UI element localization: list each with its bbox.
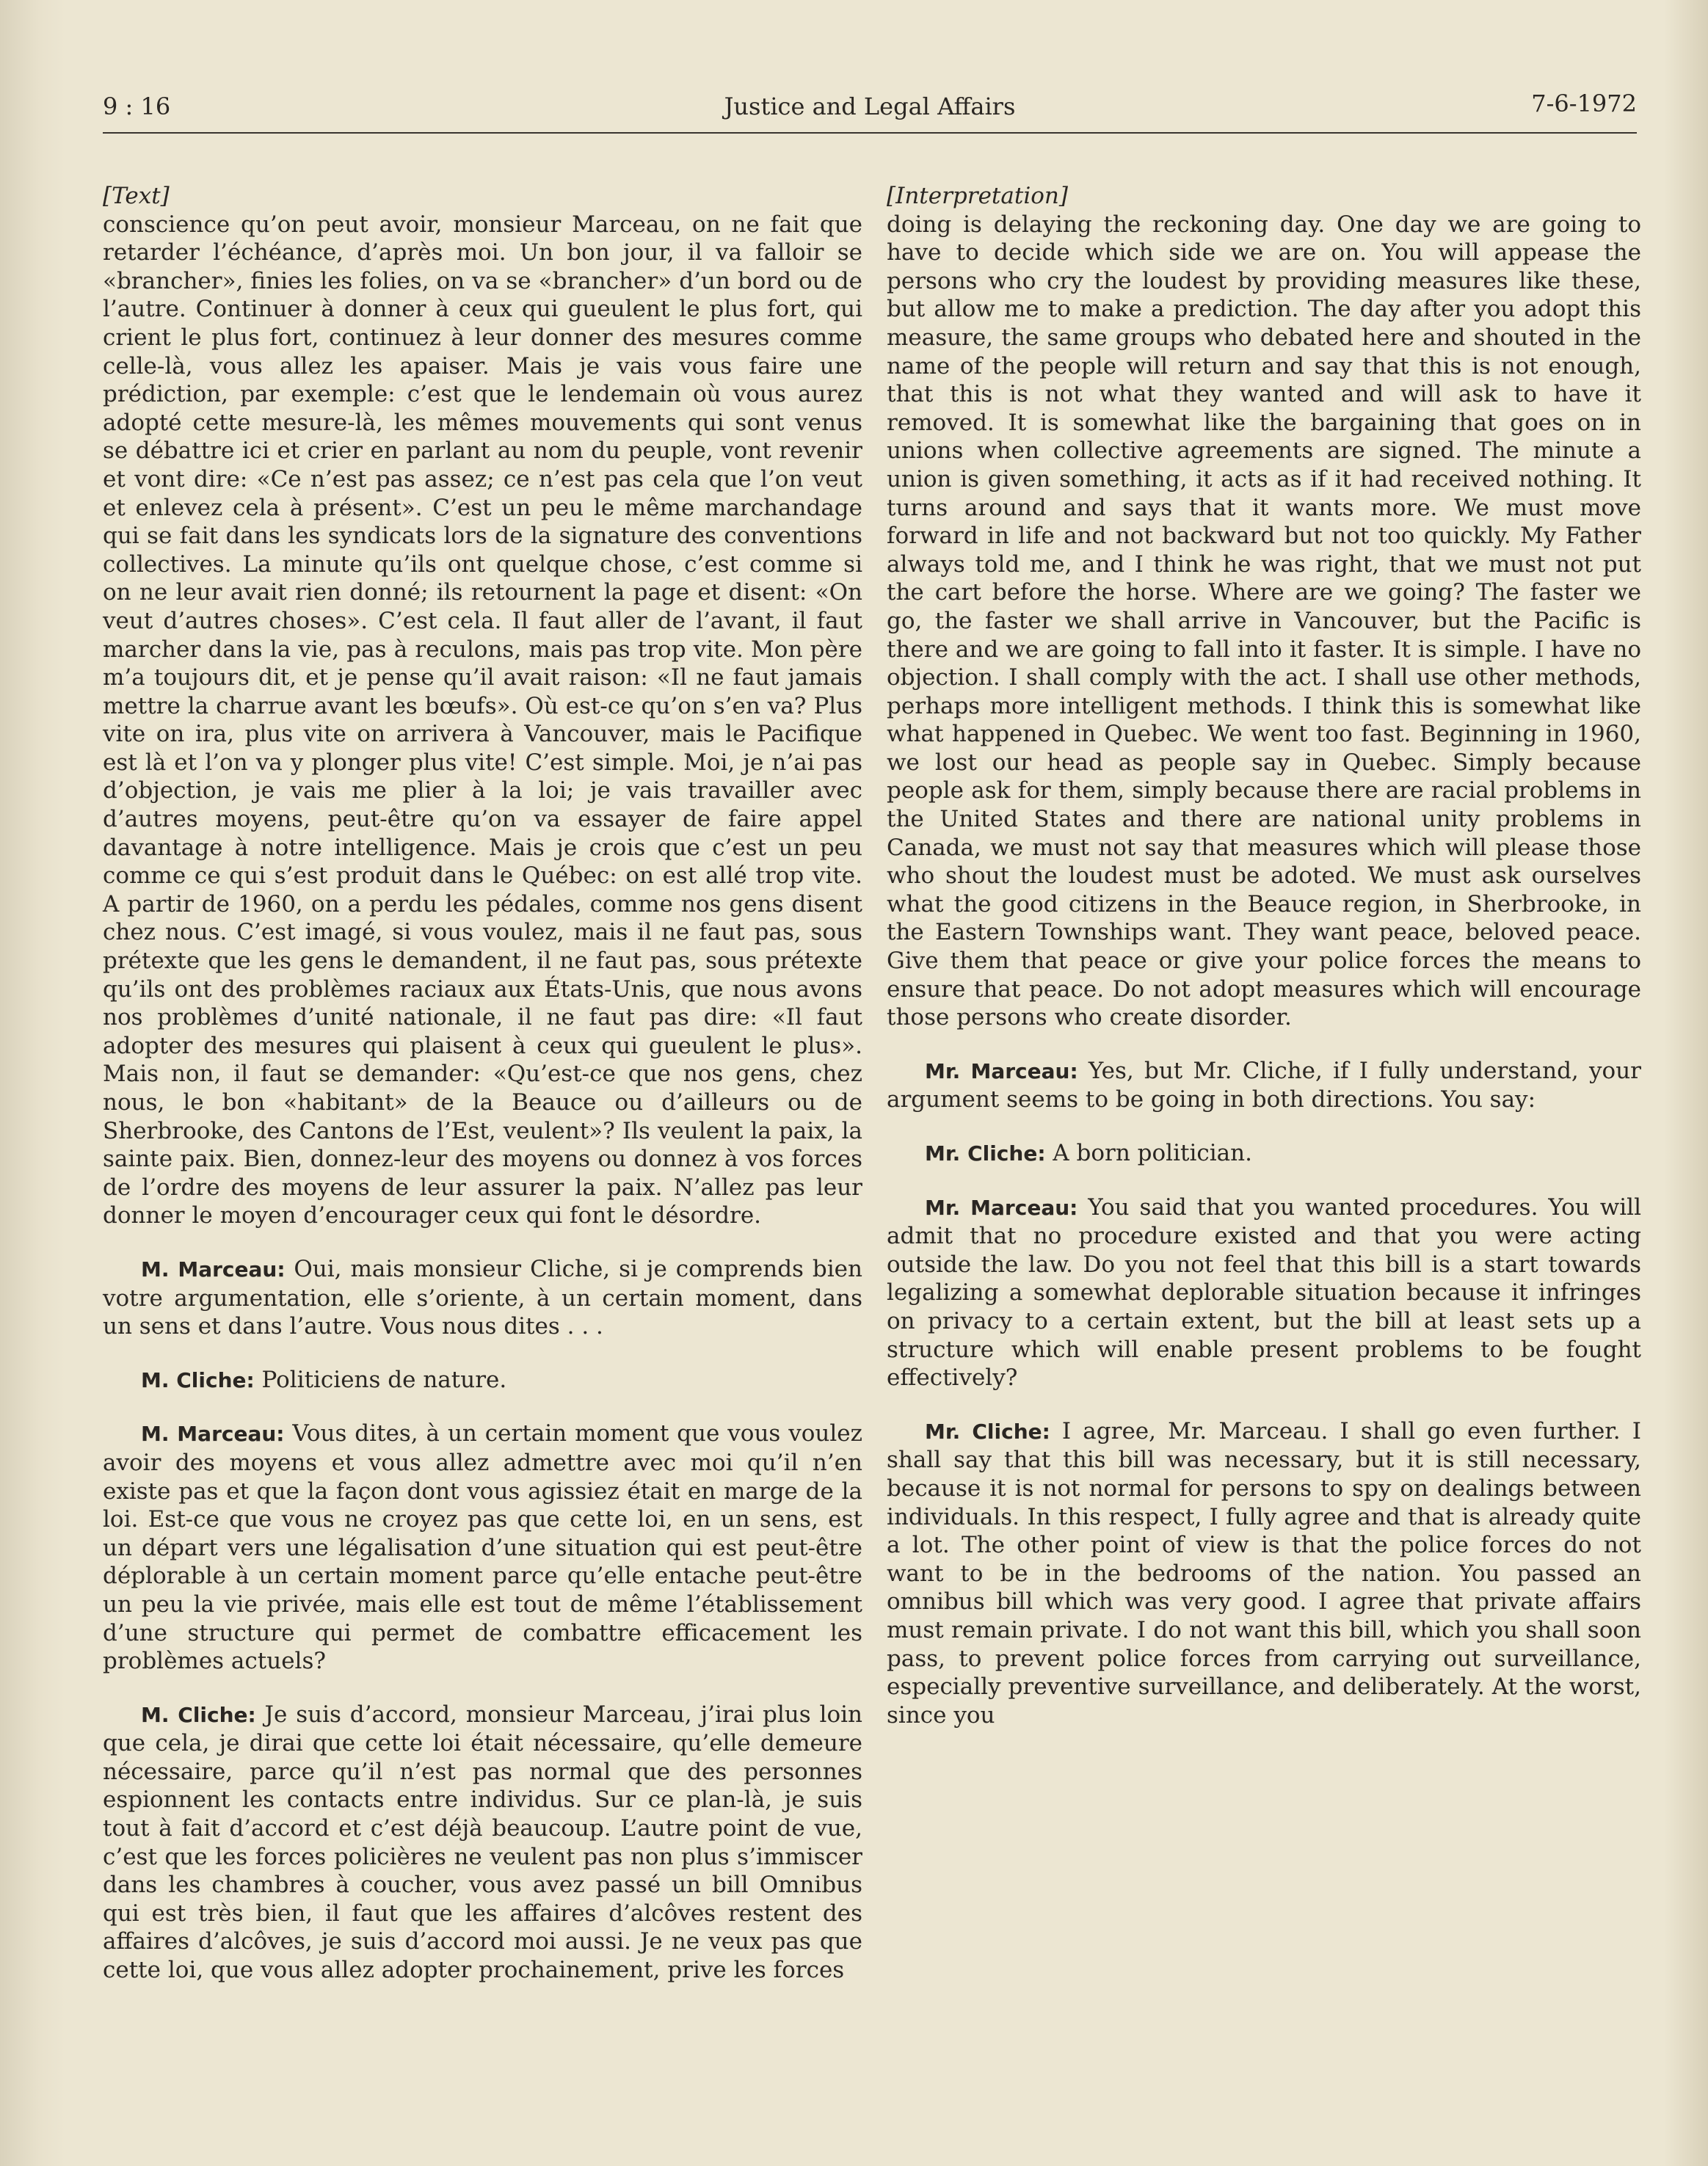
french-speech-marceau-1 xyxy=(103,1255,862,1341)
speech-text: Yes, but Mr. Cliche, if I fully understand, your argument seems to be going in both directions. You say: xyxy=(887,1057,1642,1113)
speech-text: I agree, Mr. Marceau. I shall go even further. I shall say that this bill was necessary, but it is still necessary, because it is not normal for persons to spy on dealings between individuals. In this respect, I fully agree and that is already quite a lot. The other point of view is that the police forces do not want to be in the bedrooms of the nation. You passed an omnibus bill which was very good. I agree that private affairs must remain private. I do not want this bill, which you shall soon pass, to prevent police forces from carrying out surveillance, especially preventive surveillance, and deliberately. At the worst, since you xyxy=(887,1417,1641,1729)
speaker-name: Mr. Cliche: xyxy=(925,1419,1062,1444)
interpretation-label: [Interpretation] xyxy=(887,183,1068,209)
english-speech-cliche-1 xyxy=(887,1139,1641,1169)
text-label: [Text] xyxy=(103,183,170,209)
english-speech-marceau-2 xyxy=(887,1193,1641,1392)
speaker-name: Mr. Cliche: xyxy=(925,1141,1053,1166)
french-speech-marceau-2 xyxy=(103,1420,862,1675)
french-column xyxy=(103,182,862,1985)
speaker-name: M. Cliche: xyxy=(141,1367,262,1392)
header-date: 7-6-1972 xyxy=(1531,90,1637,117)
page-right-edge xyxy=(1664,0,1708,2166)
french-speech-cliche-1 xyxy=(103,1366,862,1395)
english-intro-paragraph: doing is delaying the reckoning day. One day we are going to have to decide which side we are on. You will appease the persons who cry the loudest by providing measures like these, but allow me to make a prediction. The day after you adopt this measure, the same groups who debated here and shouted in the name of the people will return and say that this is not enough, that this is not what they wanted and will ask to have it removed. It is somewhat like the bargaining that goes on in unions when collective agreements are signed. The minute a union is given something, it acts as if it had received nothing. It turns around and says that it wants more. We must move forward in life and not backward but not too quickly. My Father always told me, and I think he was right, that we must not put the cart before the horse. Where are we going? The faster we go, the faster we shall arrive in Vancouver, but the Pacific is there and we are going to fall into it faster. It is simple. I have no objection. I shall comply with the act. I shall use other methods, perhaps more intelligent methods. I think this is somewhat like what happened in Quebec. We went too fast. Beginning in 1960, we lost our head as people say in Quebec. Simply because people ask for them, simply because there are racial problems in the United States and there are national unity problems in Canada, we must not say that measures which will please those who shout the loudest must be adoted. We must ask ourselves what the good citizens in the Beauce region, in Sherbrooke, in the Eastern Townships want. They want peace, beloved peace. Give them that peace or give your police forces the means to ensure that peace. Do not adopt measures which will encourage those persons who create disorder. xyxy=(887,211,1641,1031)
english-speech-marceau-1 xyxy=(887,1057,1641,1114)
page-header xyxy=(103,87,1637,134)
speaker-name: M. Marceau: xyxy=(141,1257,294,1282)
english-speech-cliche-2 xyxy=(887,1417,1641,1730)
running-title: Justice and Legal Affairs xyxy=(724,92,1016,120)
page-binding-edge xyxy=(0,0,66,2166)
speech-text: Oui, mais monsieur Cliche, si je comprends bien votre argumentation, elle s’oriente, à un certain moment, dans un sens et dans l’autre. Vous nous dites . . . xyxy=(103,1255,862,1340)
speech-text: A born politician. xyxy=(1053,1140,1252,1166)
english-column xyxy=(887,182,1641,1729)
french-intro-paragraph: conscience qu’on peut avoir, monsieur Marceau, on ne fait que retarder l’échéance, d’après moi. Un bon jour, il va falloir se «brancher», finies les folies, on va se «brancher» d’un bord ou de l’autre. Continuer à donner à ceux qui gueulent le plus fort, qui crient le plus fort, continuez à leur donner des mesures comme celle-là, vous allez les apaiser. Mais je vais vous faire une prédiction, par exemple: c’est que le lendemain où vous aurez adopté cette mesure-là, les mêmes mouvements qui sont venus se débattre ici et crier en parlant au nom du peuple, vont revenir et vont dire: «Ce n’est pas assez; ce n’est pas cela que l’on veut et enlevez cela à présent». C’est un peu le même marchandage qui se fait dans les syndicats lors de la signature des conventions collectives. La minute qu’ils ont quelque chose, c’est comme si on ne leur avait rien donné; ils retournent la page et disent: «On veut d’autres choses». C’est cela. Il faut aller de l’avant, il faut marcher dans la vie, pas à reculons, mais pas trop vite. Mon père m’a toujours dit, et je pense qu’il avait raison: «Il ne faut jamais mettre la charrue avant les bœufs». Où est-ce qu’on s’en va? Plus vite on ira, plus vite on arrivera à Vancouver, mais le Pacifique est là et l’on va y plonger plus vite! C’est simple. Moi, je n’ai pas d’objection, je vais me plier à la loi; je vais travailler avec d’autres moyens, peut-être qu’on va essayer de faire appel davantage à notre intelligence. Mais je crois que c’est un peu comme ce qui s’est produit dans le Québec: on est allé trop vite. A partir de 1960, on a perdu les pédales, comme nos gens disent chez nous. C’est imagé, si vous voulez, mais il ne faut pas, sous prétexte que les gens le demandent, il ne faut pas, sous prétexte qu’ils ont des problèmes raciaux aux États-Unis, que nous avons nos problèmes d’unité nationale, il ne faut pas dire: «Il faut adopter des mesures qui plaisent à ceux qui gueulent le plus». Mais non, il faut se demander: «Qu’est-ce que nos gens, chez nous, le bon «habitant» de la Beauce ou d’ailleurs ou de Sherbrooke, des Cantons de l’Est, veulent»? Ils veulent la paix, la sainte paix. Bien, donnez-leur des moyens ou donnez à vos forces de l’ordre des moyens de leur assurer la paix. N’allez pas leur donner le moyen d’encourager ceux qui font le désordre. xyxy=(103,211,862,1229)
speaker-name: Mr. Marceau: xyxy=(925,1195,1089,1220)
speaker-name: M. Marceau: xyxy=(141,1422,293,1447)
page-number: 9 : 16 xyxy=(103,92,171,120)
speech-text: Je suis d’accord, monsieur Marceau, j’irai plus loin que cela, je dirai que cette loi était nécessaire, qu’elle demeure nécessaire, parce qu’il n’est pas normal que des personnes espionnent les contacts entre individus. Sur ce plan-là, je suis tout à fait d’accord et c’est déjà beaucoup. L’autre point de vue, c’est que les forces policières ne veulent pas non plus s’immiscer dans les chambres à coucher, vous avez passé un bill Omnibus qui est très bien, il faut que les affaires d’alcôves restent des affaires d’alcôves, je suis d’accord moi aussi. Je ne veux pas que cette loi, que vous allez adopter prochainement, prive les forces xyxy=(103,1701,862,1984)
french-speech-cliche-2 xyxy=(103,1701,862,1985)
speaker-name: Mr. Marceau: xyxy=(925,1058,1089,1083)
speaker-name: M. Cliche: xyxy=(141,1702,265,1727)
speech-text: You said that you wanted procedures. You will admit that no procedure existed and that you were acting outside the law. Do you not feel that this bill is a start towards legalizing a somewhat deplorable situation because it infringes on privacy to a certain extent, but the bill at least sets up a structure which will enable present problems to be fought effectively? xyxy=(887,1193,1642,1392)
speech-text: Politiciens de nature. xyxy=(261,1366,507,1393)
speech-text: Vous dites, à un certain moment que vous voulez avoir des moyens et vous allez admettre avec moi qu’il n’en existe pas et que la façon dont vous agissiez était en marge de la loi. Est-ce que vous ne croyez pas que cette loi, en un sens, est un départ vers une légalisation d’une situation qui est peut-être déplorable à un certain moment parce qu’elle entache peut-être un peu la vie privée, mais elle est tout de même l’établissement d’une structure qui permet de combattre efficacement les problèmes actuels? xyxy=(103,1420,862,1675)
